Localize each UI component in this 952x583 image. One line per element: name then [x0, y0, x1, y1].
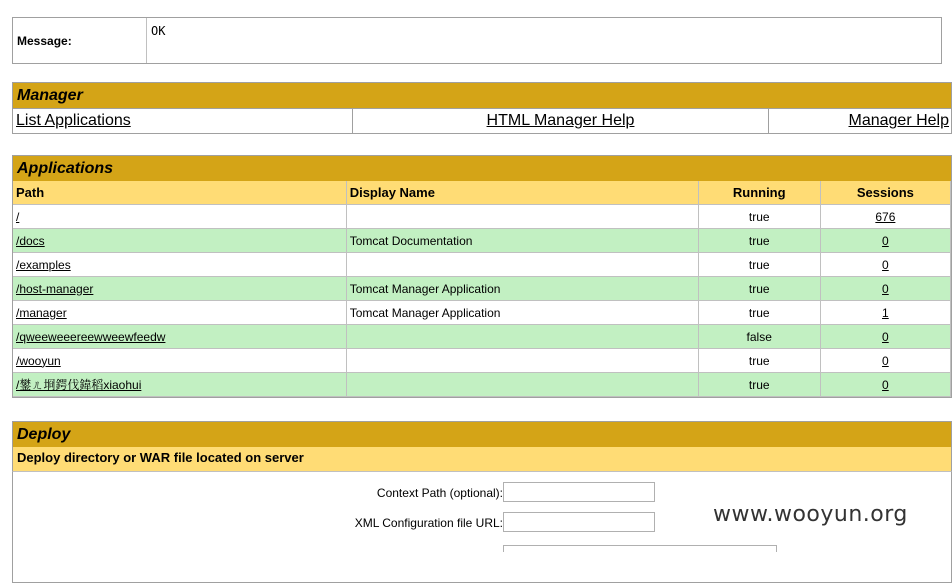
app-display-name [347, 373, 699, 397]
app-path-link[interactable]: /qweeweeereewweewfeedw [16, 329, 166, 344]
table-row [13, 325, 951, 349]
app-running: false [699, 325, 821, 349]
context-path-label: Context Path (optional): [376, 486, 503, 500]
app-sessions-link[interactable]: 1 [882, 305, 889, 320]
app-display-name: Tomcat Manager Application [347, 301, 699, 325]
deploy-subtitle: Deploy directory or WAR file located on server [12, 447, 952, 472]
column-header-running: Running [699, 181, 821, 205]
app-path-link[interactable]: /wooyun [16, 353, 61, 368]
app-display-name: Tomcat Manager Application [347, 277, 699, 301]
watermark: www.wooyun.org [713, 502, 908, 527]
applications-section [12, 155, 952, 398]
app-running: true [699, 349, 821, 373]
deploy-title: Deploy [12, 421, 952, 447]
app-running: true [699, 373, 821, 397]
app-running: true [699, 229, 821, 253]
app-sessions-link[interactable]: 0 [882, 281, 889, 296]
message-box [12, 17, 942, 64]
app-running: true [699, 301, 821, 325]
app-sessions-link[interactable]: 0 [882, 329, 889, 344]
app-sessions-link[interactable]: 0 [882, 257, 889, 272]
column-header-path: Path [13, 181, 347, 205]
html-manager-help-link[interactable]: HTML Manager Help [486, 112, 635, 129]
manager-links [12, 108, 952, 134]
manager-title: Manager [12, 82, 952, 108]
manager-section [12, 82, 952, 134]
app-path-link[interactable]: /host-manager [16, 281, 94, 296]
app-sessions-link[interactable]: 0 [882, 233, 889, 248]
xml-config-url-row [13, 516, 503, 530]
manager-help-link[interactable]: Manager Help [848, 112, 949, 129]
deploy-form [12, 472, 952, 583]
app-running: true [699, 205, 821, 229]
app-path-link[interactable]: / [16, 209, 20, 224]
applications-table [12, 181, 952, 398]
app-display-name: Tomcat Documentation [347, 229, 699, 253]
app-display-name [347, 253, 699, 277]
table-row [13, 277, 951, 301]
message-label: Message: [13, 18, 147, 63]
table-row [13, 253, 951, 277]
app-display-name [347, 349, 699, 373]
app-display-name [347, 325, 699, 349]
context-path-row [13, 486, 503, 500]
table-row [13, 229, 951, 253]
app-running: true [699, 253, 821, 277]
app-sessions-link[interactable]: 0 [882, 377, 889, 392]
app-running: true [699, 277, 821, 301]
table-row [13, 373, 951, 397]
app-path-link[interactable]: /docs [16, 233, 45, 248]
app-path-link[interactable]: /manager [16, 305, 67, 320]
app-path-link[interactable]: /examples [16, 257, 71, 272]
table-row [13, 349, 951, 373]
table-row [13, 205, 951, 229]
message-value: OK [151, 24, 166, 38]
column-header-sessions: Sessions [821, 181, 951, 205]
app-display-name [347, 205, 699, 229]
applications-header-row [13, 181, 951, 205]
app-sessions-link[interactable]: 676 [875, 209, 896, 224]
table-row [13, 301, 951, 325]
war-path-input[interactable] [503, 545, 777, 552]
app-sessions-link[interactable]: 0 [882, 353, 889, 368]
list-applications-link[interactable]: List Applications [16, 112, 131, 129]
applications-title: Applications [12, 155, 952, 181]
context-path-input[interactable] [503, 482, 655, 502]
column-header-display-name: Display Name [347, 181, 699, 205]
app-path-link[interactable]: /鐢ㄦ埛鍔伐鍏稻xiaohui [16, 378, 142, 392]
xml-config-url-input[interactable] [503, 512, 655, 532]
xml-config-url-label: XML Configuration file URL: [354, 516, 503, 530]
